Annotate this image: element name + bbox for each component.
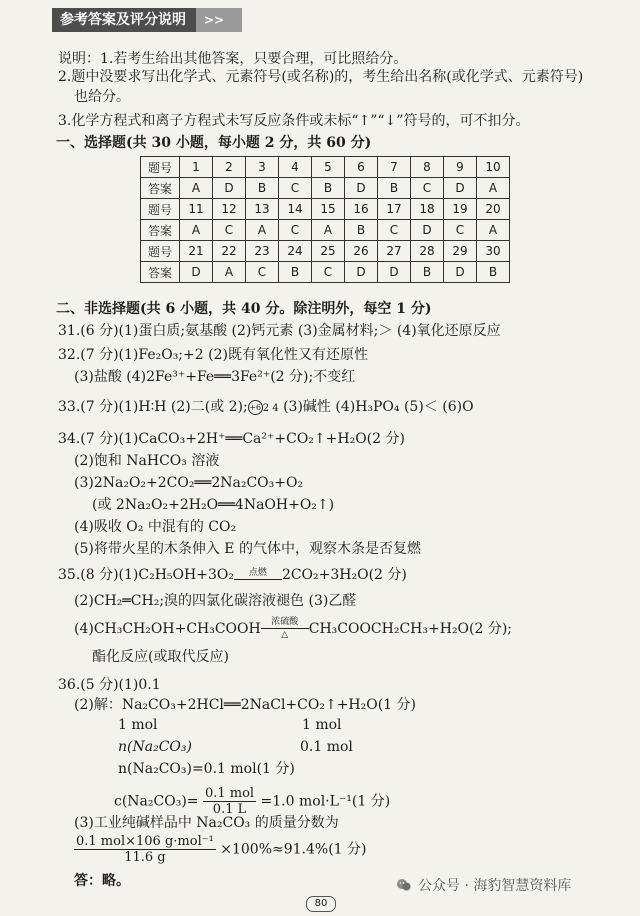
answer-35-line1: 35.(8 分)(1)C₂H₅OH+3O₂ 点燃 2CO₂+3H₂O(2 分) xyxy=(58,567,407,583)
answer-36-ratio-a: 1 mol xyxy=(118,717,158,733)
note-2: 2.题中没要求写出化学式、元素符号(或名称)的，考生给出名称(或化学式、元素符号) xyxy=(58,69,584,85)
answer-36-ratio-b: 1 mol xyxy=(302,717,342,733)
answer-table xyxy=(140,156,510,283)
answer-36-line6: c(Na₂CO₃)= 0.1 mol 0.1 L =1.0 mol·L⁻¹(1 分) xyxy=(114,786,391,817)
section-1-title: 一、选择题(共 30 小题，每小题 2 分，共 60 分) xyxy=(56,135,372,151)
answer-36-line9: 答：略。 xyxy=(74,873,130,889)
header-arrow: >> xyxy=(196,8,242,32)
answer-34-line3: (3)2Na₂O₂+2CO₂══2Na₂CO₃+O₂ xyxy=(74,475,304,491)
section-header xyxy=(52,8,242,32)
answer-34-line2: (2)饱和 NaHCO₃ 溶液 xyxy=(74,453,220,469)
answer-34-line1: 34.(7 分)(1)CaCO₃+2H⁺══Ca²⁺+CO₂↑+H₂O(2 分) xyxy=(58,431,405,447)
reversible-arrow: 浓硫酸 △ xyxy=(261,618,309,640)
answer-33: 33.(7 分)(1)H∶H (2)二(或 2); +6 2 4 (3)碱性 (4)H₃PO₄ (5)＜ (6)O xyxy=(58,399,474,415)
answer-35-line2: (2)CH₂═CH₂;溴的四氯化碳溶液褪色 (3)乙醛 xyxy=(74,593,357,609)
answer-32-line2: (3)盐酸 (4)2Fe³⁺+Fe══3Fe²⁺(2 分);不变红 xyxy=(74,369,356,385)
answer-31: 31.(6 分)(1)蛋白质;氨基酸 (2)钙元素 (3)金属材料;＞ (4)氧化还原反应 xyxy=(58,323,501,339)
table-row-ans-2: 答案 A C A C A B C D C A xyxy=(141,220,510,241)
section-2-title: 二、非选择题(共 6 小题，共 40 分。除注明外，每空 1 分) xyxy=(56,301,432,317)
answer-36-line8: 0.1 mol×106 g·mol⁻¹ 11.6 g ×100%≈91.4%(1 分) xyxy=(76,834,367,865)
table-row-num-1: 题号 1 2 3 4 5 6 7 8 9 10 xyxy=(141,157,510,178)
answer-34-line5: (4)吸收 O₂ 中混有的 CO₂ xyxy=(74,519,237,535)
answer-35-line3: (4)CH₃CH₂OH+CH₃COOH 浓硫酸 △ CH₃COOCH₂CH₃+H₂O(2 分); xyxy=(74,617,513,640)
reaction-arrow: 点燃 xyxy=(234,569,282,582)
answer-32-line1: 32.(7 分)(1)Fe₂O₃;+2 (2)既有氧化性又有还原性 xyxy=(58,347,368,363)
watermark-text: 公众号 · 海豹智慧资料库 xyxy=(418,878,572,894)
page-number: 80 xyxy=(306,896,336,912)
answer-36-line1: 36.(5 分)(1)0.1 xyxy=(58,677,161,693)
wechat-icon xyxy=(396,877,412,893)
watermark xyxy=(396,875,571,895)
table-row-num-3: 题号 21 22 23 24 25 26 27 28 29 30 xyxy=(141,241,510,262)
note-2-cont: 也给分。 xyxy=(74,89,130,105)
answer-35-line4: 酯化反应(或取代反应) xyxy=(92,649,229,665)
answer-34-line4: (或 2Na₂O₂+2H₂O══4NaOH+O₂↑) xyxy=(92,497,335,513)
header-title: 参考答案及评分说明 xyxy=(52,8,196,32)
table-row-ans-3: 答案 D A C B C D D B D B xyxy=(141,262,510,283)
answer-36-line5: n(Na₂CO₃)=0.1 mol(1 分) xyxy=(118,761,295,777)
note-1: 说明：1.若考生给出其他答案，只要合理，可比照给分。 xyxy=(58,51,408,67)
answer-36-line2: (2)解：Na₂CO₃+2HCl══2NaCl+CO₂↑+H₂O(1 分) xyxy=(74,697,417,713)
table-row-num-2: 题号 11 12 13 14 15 16 17 18 19 20 xyxy=(141,199,510,220)
answer-36-line7: (3)工业纯碱样品中 Na₂CO₃ 的质量分数为 xyxy=(74,815,339,831)
answer-34-line6: (5)将带火星的木条伸入 E 的气体中，观察木条是否复燃 xyxy=(74,541,421,557)
note-3: 3.化学方程式和离子方程式未写反应条件或未标“↑”“↓”符号的，可不扣分。 xyxy=(58,113,530,129)
answer-36-n-value: 0.1 mol xyxy=(300,739,353,755)
answer-36-n-label: n(Na₂CO₃) xyxy=(118,739,192,755)
atom-structure-icon: +6 xyxy=(248,400,263,415)
table-row-ans-1: 答案 A D B C B D B C D A xyxy=(141,178,510,199)
